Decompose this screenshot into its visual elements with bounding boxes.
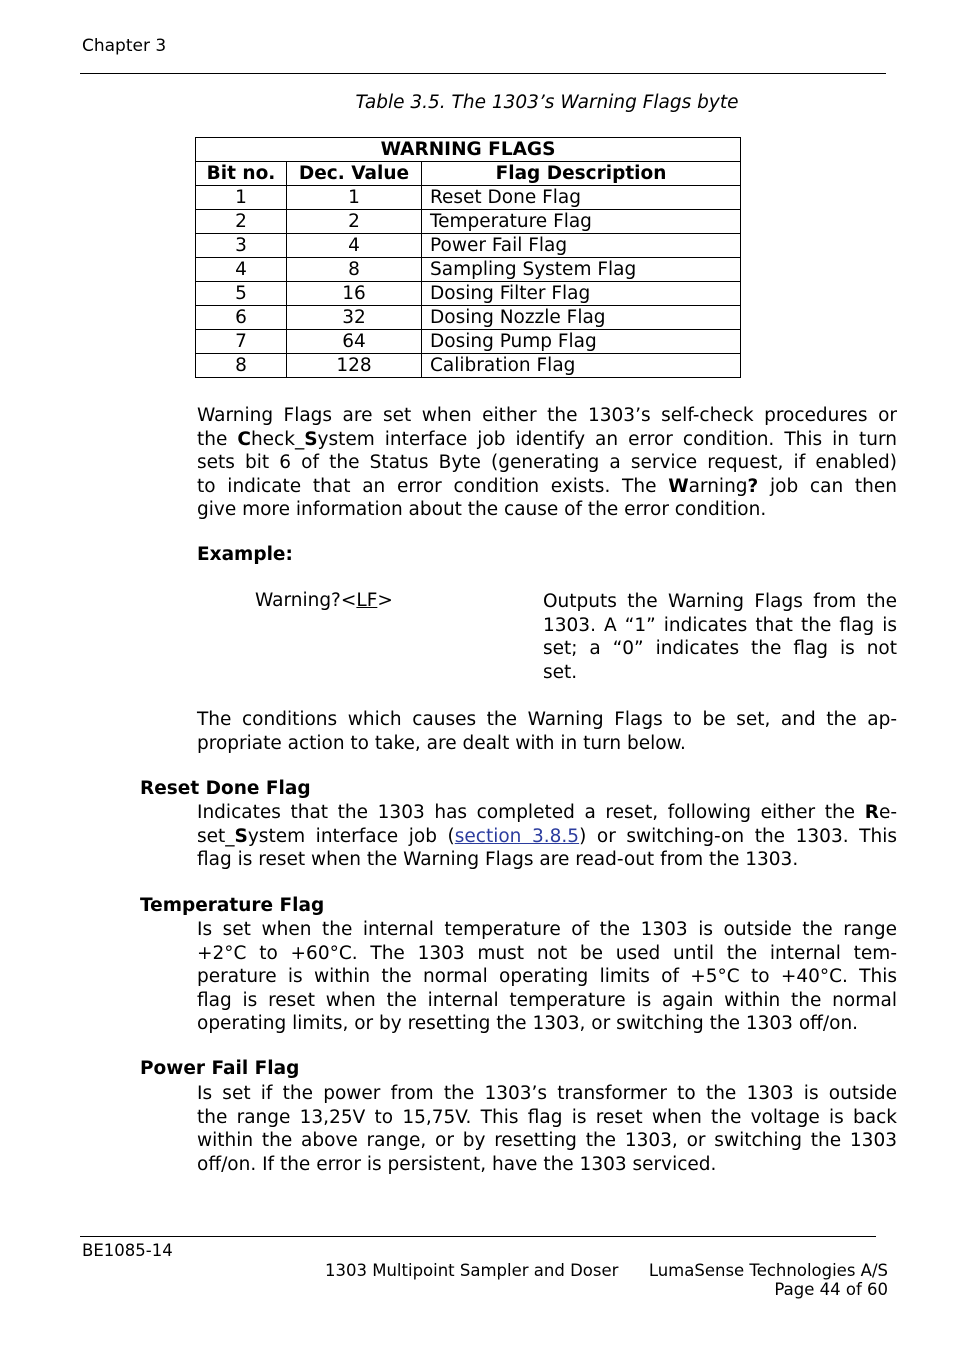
text-line: propriate action to take, are dealt with in turn below. (197, 732, 686, 754)
flag-description-cell: Dosing Nozzle Flag (422, 306, 741, 330)
text-line: off/on. If the error is persistent, have the 1303 serviced. (197, 1153, 717, 1175)
bit-cell: 7 (196, 330, 287, 354)
reset-done-paragraph (197, 801, 897, 872)
text-line: set; a “0” indicates the flag is not (543, 638, 897, 659)
text-line: Warning Flags are set when either the 1303’s self-check procedures or (197, 405, 897, 426)
dec-value-cell: 64 (287, 330, 422, 354)
column-header-flag-description: Flag Description (422, 162, 741, 186)
table-row (196, 258, 741, 282)
warning-flags-table (195, 137, 741, 378)
section-link[interactable]: section 3.8.5 (454, 825, 580, 847)
text-line: within the above range, or by resetting the 1303, or switching the 1303 (197, 1130, 897, 1151)
text-line: Is set when the internal temperature of the 1303 is outside the range (197, 919, 897, 940)
dec-value-cell: 8 (287, 258, 422, 282)
flag-description-cell: Reset Done Flag (422, 186, 741, 210)
product-name: 1303 Multipoint Sampler and Doser (325, 1261, 619, 1280)
flag-description-cell: Power Fail Flag (422, 234, 741, 258)
bit-cell: 6 (196, 306, 287, 330)
table-caption: Table 3.5. The 1303’s Warning Flags byte (355, 92, 739, 113)
dec-value-cell: 1 (287, 186, 422, 210)
bit-cell: 2 (196, 210, 287, 234)
text-line: the range 13,25V to 15,75V. This flag is reset when the voltage is back (197, 1106, 897, 1128)
flag-description-cell: Calibration Flag (422, 354, 741, 378)
flag-description-cell: Temperature Flag (422, 210, 741, 234)
text-line: Is set if the power from the 1303’s transformer to the 1303 is outside (197, 1083, 897, 1104)
example-command: Warning?<LF> (255, 590, 393, 611)
example-heading: Example: (197, 544, 293, 565)
flag-description-cell: Dosing Filter Flag (422, 282, 741, 306)
table-row (196, 330, 741, 354)
conditions-paragraph (197, 708, 897, 755)
table-row (196, 282, 741, 306)
flag-description-cell: Dosing Pump Flag (422, 330, 741, 354)
bit-cell: 5 (196, 282, 287, 306)
text-line: operating limits, or by resetting the 1303, or switching the 1303 off/on. (197, 1013, 859, 1034)
company-name: LumaSense Technologies A/S (648, 1261, 888, 1280)
intro-paragraph (197, 404, 897, 522)
table-row (196, 210, 741, 234)
text-line: give more information about the cause of the error condition. (197, 499, 767, 520)
text-line: sets bit 6 of the Status Byte (generating a service request, if enabled) (197, 452, 897, 473)
text-line: flag is reset when the Warning Flags are read-out from the 1303. (197, 849, 799, 870)
dec-value-cell: 128 (287, 354, 422, 378)
text-line: set_System interface job (section 3.8.5) or switching-on the 1303. This (197, 825, 897, 847)
text-line: Outputs the Warning Flags from the (543, 591, 897, 612)
flag-description-cell: Sampling System Flag (422, 258, 741, 282)
text-line: 1303. A “1” indicates that the flag is (543, 614, 897, 636)
table-row (196, 354, 741, 378)
header-rule (80, 73, 886, 74)
column-header-dec-value: Dec. Value (287, 162, 422, 186)
text-line: the Check_System interface job identify an error condition. This in turn (197, 428, 897, 450)
text-line: perature is within the normal operating limits of +5°C to +40°C. This (197, 966, 897, 987)
dec-value-cell: 4 (287, 234, 422, 258)
footer-rule (80, 1236, 876, 1237)
doc-id: BE1085-14 (82, 1241, 173, 1260)
text-line: The conditions which causes the Warning Flags to be set, and the ap- (197, 709, 897, 730)
table-row (196, 234, 741, 258)
dec-value-cell: 2 (287, 210, 422, 234)
chapter-header: Chapter 3 (82, 36, 167, 56)
temperature-heading: Temperature Flag (140, 895, 325, 916)
example-description (543, 590, 897, 684)
power-fail-heading: Power Fail Flag (140, 1058, 300, 1079)
text-line: flag is reset when the internal temperature is again within the normal (197, 989, 897, 1011)
bit-cell: 1 (196, 186, 287, 210)
bit-cell: 4 (196, 258, 287, 282)
power-fail-paragraph (197, 1082, 897, 1176)
text-line: to indicate that an error condition exists. The Warning? job can then (197, 475, 897, 497)
text-line: +2°C to +60°C. The 1303 must not be used until the internal tem- (197, 942, 897, 964)
bit-cell: 3 (196, 234, 287, 258)
table-row (196, 186, 741, 210)
dec-value-cell: 16 (287, 282, 422, 306)
reset-done-heading: Reset Done Flag (140, 778, 311, 799)
page-number: Page 44 of 60 (774, 1280, 888, 1299)
table-row (196, 306, 741, 330)
table-title: WARNING FLAGS (196, 138, 741, 162)
temperature-paragraph (197, 918, 897, 1036)
bit-cell: 8 (196, 354, 287, 378)
column-header-bit: Bit no. (196, 162, 287, 186)
text-line: set. (543, 661, 578, 683)
text-line: Indicates that the 1303 has completed a reset, following either the Re- (197, 802, 897, 823)
dec-value-cell: 32 (287, 306, 422, 330)
